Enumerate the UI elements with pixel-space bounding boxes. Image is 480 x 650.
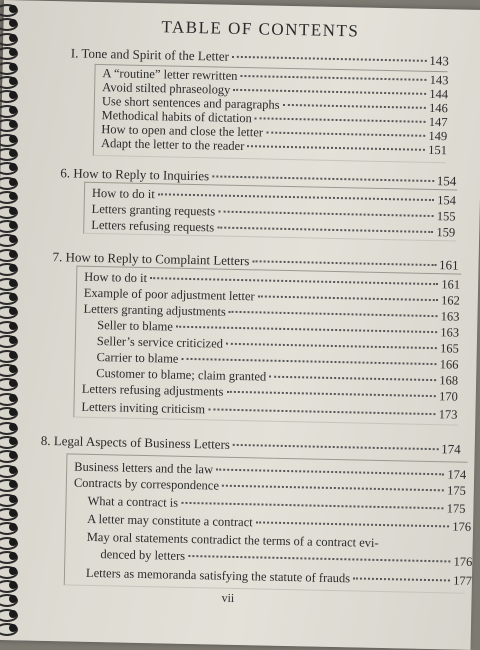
toc-entry-line1: May oral statements contradict the terms of a contract evi- [86,529,379,550]
binding-hole [9,221,17,229]
binding-hole [9,509,17,517]
binding-hole [9,77,17,85]
page-title: TABLE OF CONTENTS [161,17,360,41]
binding-hole [9,567,17,575]
binding-hole [9,178,17,186]
binding-hole [9,279,17,287]
binding-hole [9,423,17,431]
toc-entry: How to open and close the letter 149 [101,122,448,144]
toc-entry: Example of poor adjustment letter 162 [83,285,460,308]
binding-hole [9,495,17,503]
toc-entry: A letter may constitute a contract 176 [87,511,472,534]
binding-hole [9,365,17,373]
binding-hole [9,34,17,42]
toc-entry: Letters inviting criticism 173 [81,399,458,422]
toc-entry: Letters refusing adjustments 170 [81,381,458,404]
toc-entry: A “routine” letter rewritten 143 [102,66,449,88]
toc-entry: Letters granting adjustments 163 [83,301,460,324]
spiral-binding [0,0,22,640]
binding-hole [9,581,17,589]
toc-entry-chapter: 8. Legal Aspects of Business Letters 174 [40,432,461,457]
toc-entry: Seller to blame 163 [97,318,460,340]
toc-entry: How to do it 154 [91,185,457,208]
toc-entry: Methodical habits of dictation 147 [101,108,448,130]
page-folio: vii [221,590,235,605]
binding-hole [9,351,17,359]
toc-entry: Use short sentences and paragraphs 146 [101,94,448,116]
binding-hole [9,135,17,143]
binding-hole [9,610,17,618]
binding-hole [9,538,17,546]
toc-entry: Letters granting requests 155 [91,201,456,224]
toc-entry: Avoid stilted phraseology 144 [102,80,449,102]
binding-hole [9,466,17,474]
binding-hole [9,322,17,330]
toc-entry-chapter: 7. How to Reply to Complaint Letters 161 [52,249,459,273]
binding-hole [9,293,17,301]
binding-hole [9,5,17,13]
binding-hole [9,250,17,258]
toc-entry: How to do it 161 [84,269,461,292]
binding-hole [9,149,17,157]
binding-hole [9,106,17,114]
binding-hole [9,63,17,71]
binding-hole [9,207,17,215]
toc-entry: Customer to blame; claim granted 168 [96,366,459,388]
binding-hole [9,437,17,445]
toc-entry: Carrier to blame 166 [96,350,459,372]
toc-entry-chapter: I. Tone and Spirit of the Letter 143 [70,45,449,69]
toc-entry-chapter: 6. How to Reply to Inquiries 154 [60,165,457,189]
toc-entry: Adapt the letter to the reader 151 [100,136,448,158]
toc-entry: Seller’s service criticized 165 [96,334,459,356]
toc-entry: denced by letters 176 [100,547,473,569]
toc-entry: Letters as memoranda satisfying the statute of frauds 177 [85,565,473,588]
binding-hole [9,394,17,402]
toc-entry: Contracts by correspondence 175 [73,475,466,498]
toc-entry: Business letters and the law 174 [74,459,467,482]
toc-entry: Letters refusing requests 159 [91,217,456,240]
toc-entry: What a contract is 175 [87,493,466,516]
